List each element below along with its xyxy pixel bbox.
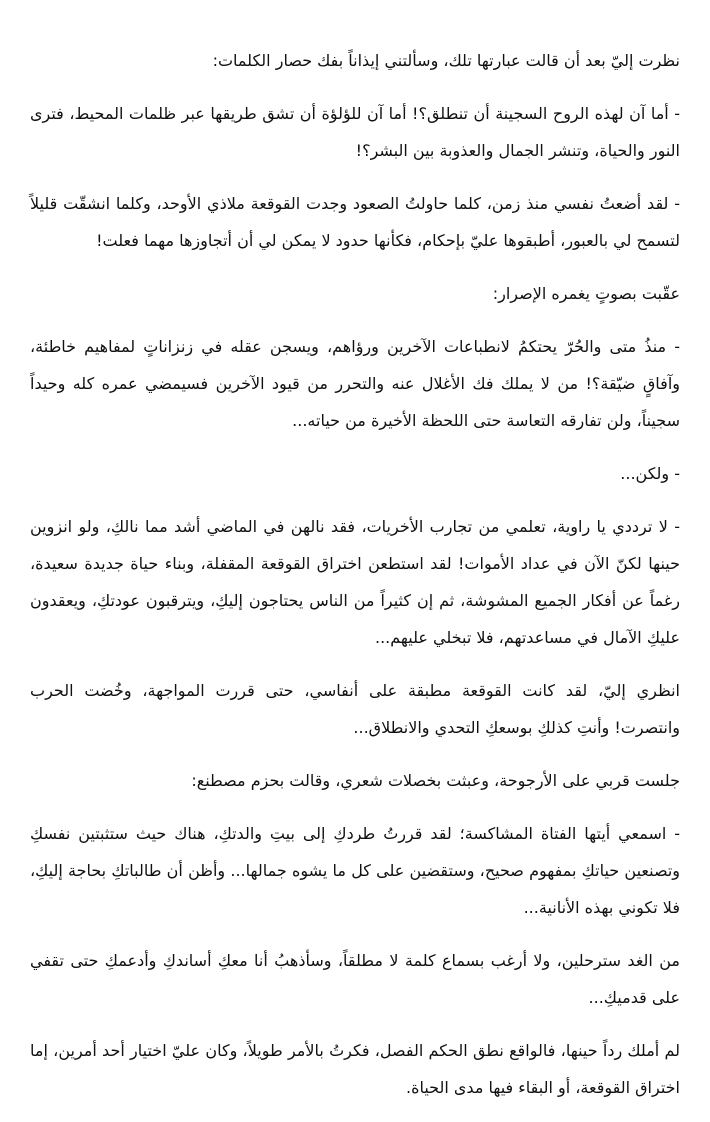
paragraph-8: انظري إليّ، لقد كانت القوقعة مطبقة على أنفاسي، حتى قررت المواجهة، وخُضت الحرب وانتصرت! وأنتِ كذلكِ بوسعكِ التحدي والانطلاق... [30,681,680,737]
paragraph-5: - منذُ متى والحُرّ يحتكمُ لانطباعات الآخرين ورؤاهم، ويسجن عقله في زنزاناتٍ لمفاهيم خاطئة، وآفاقٍ ضيّقة؟! من لا يملك فك الأغلال عنه والتحرر من قيود الآخرين فسيمضي عمره كله وحيداً سجيناً، ولن تفارقه التعاسة حتى اللحظة الأخيرة من حياته... [30,337,680,430]
paragraph-4: عقّبت بصوتٍ يغمره الإصرار: [492,284,680,303]
paragraph-7: - لا ترددي يا راوية، تعلمي من تجارب الأخريات، فقد نالهن في الماضي أشد مما نالكِ، ولو انزوين حينها لكنّ الآن في عداد الأموات! لقد استطعن اختراق القوقعة المقفلة، وبناء حياة جديدة سعيدة، رغماً عن أفكار الجميع المشوشة، ثم إن كثيراً من الناس يحتاجون إليكِ، ويترقبون عودتكِ، ويعقدون عليكِ الآمال في مساعدتهم، فلا تبخلي عليهم... [30,517,680,647]
paragraph-3: - لقد أضعتُ نفسي منذ زمن، كلما حاولتُ الصعود وجدت القوقعة ملاذي الأوحد، وكلما انشقّت قليلاً لتسمح لي بالعبور، أطبقوها عليّ بإحكام، فكأنها حدود لا يمكن لي أن أتجاوزها مهما فعلت! [30,194,680,250]
paragraph-9: جلست قربي على الأرجوحة، وعبثت بخصلات شعري، وقالت بحزم مصطنع: [191,771,680,790]
paragraph-11: من الغد سترحلين، ولا أرغب بسماع كلمة لا مطلقاً، وسأذهبُ أنا معكِ أساندكِ وأدعمكِ حتى تقفي على قدميكِ... [30,951,680,1007]
paragraph-10: - اسمعي أيتها الفتاة المشاكسة؛ لقد قررتُ طردكِ إلى بيتِ والدتكِ، هناك حيث ستثبتين نفسكِ وتصنعين حياتكِ بمفهوم صحيح، وستقضين على كل ما يشوه جمالها... وأظن أن طالباتكِ بحاجة إليكِ، فلا تكوني بهذه الأنانية... [30,824,680,917]
paragraph-6: - ولكن... [620,464,680,483]
paragraph-12: لم أملك رداً حينها، فالواقع نطق الحكم الفصل، فكرتُ بالأمر طويلاً، وكان عليّ اختيار أحد أمرين، إما اختراق القوقعة، أو البقاء فيها مدى الحياة. [30,1041,680,1097]
document-page [30,42,680,1122]
paragraph-2: - أما آن لهذه الروح السجينة أن تنطلق؟! أما آن للؤلؤة أن تشق طريقها عبر ظلمات المحيط، فترى النور والحياة، وتنشر الجمال والعذوبة بين البشر؟! [30,104,680,160]
paragraph-1: نظرت إليّ بعد أن قالت عبارتها تلك، وسألتني إيذاناً بفك حصار الكلمات: [212,51,680,70]
